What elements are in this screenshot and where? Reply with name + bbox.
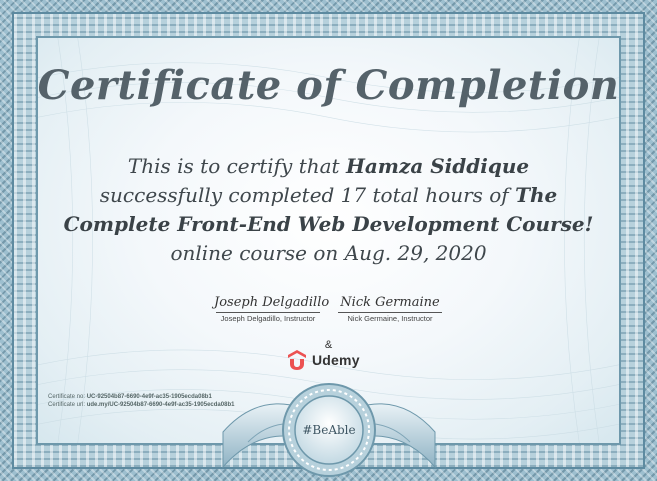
- certificate-title: Certificate of Completion: [37, 62, 620, 109]
- ampersand: &: [324, 339, 333, 351]
- certificate-number-value: UC-92504b87-6690-4e9f-ac35-1905ecda08b1: [86, 394, 212, 400]
- udemy-logo-icon: [288, 350, 306, 370]
- certificate-url: [48, 401, 234, 409]
- date-line: online course on Aug. 29, 2020: [170, 241, 487, 265]
- signature-block: [214, 294, 444, 324]
- certificate-body: [0, 152, 657, 268]
- certificate-meta: [48, 393, 234, 409]
- signature-caption: Nick Germaine, Instructor: [347, 314, 433, 323]
- certify-prefix: This is to certify that: [127, 154, 340, 178]
- completion-line: [0, 181, 657, 210]
- certificate-number-label: Certificate no:: [48, 394, 86, 400]
- certificate-url-value: ude.my/UC-92504b87-6690-4e9f-ac35-1905ecda08b1: [86, 402, 235, 408]
- signature-instructor-2: [336, 294, 444, 324]
- signature-script: Nick Germaine: [340, 295, 440, 310]
- certificate-url-label: Certificate url:: [48, 402, 86, 408]
- course-title: Complete Front-End Web Development Course!: [63, 212, 594, 236]
- udemy-wordmark: Udemy: [312, 352, 360, 368]
- course-title-start: The: [515, 183, 558, 207]
- seal-emblem: [218, 372, 440, 481]
- signature-script: Joseph Delgadillo: [214, 295, 330, 310]
- recipient-name: Hamza Siddique: [345, 154, 530, 178]
- certificate-number: [48, 393, 234, 401]
- certify-line: [0, 152, 657, 181]
- signature-caption: Joseph Delgadillo, Instructor: [220, 314, 316, 323]
- completion-text: successfully completed 17 total hours of: [99, 183, 509, 207]
- udemy-logo: [288, 350, 360, 370]
- signature-instructor-1: [214, 294, 330, 324]
- seal-text: #BeAble: [302, 423, 356, 437]
